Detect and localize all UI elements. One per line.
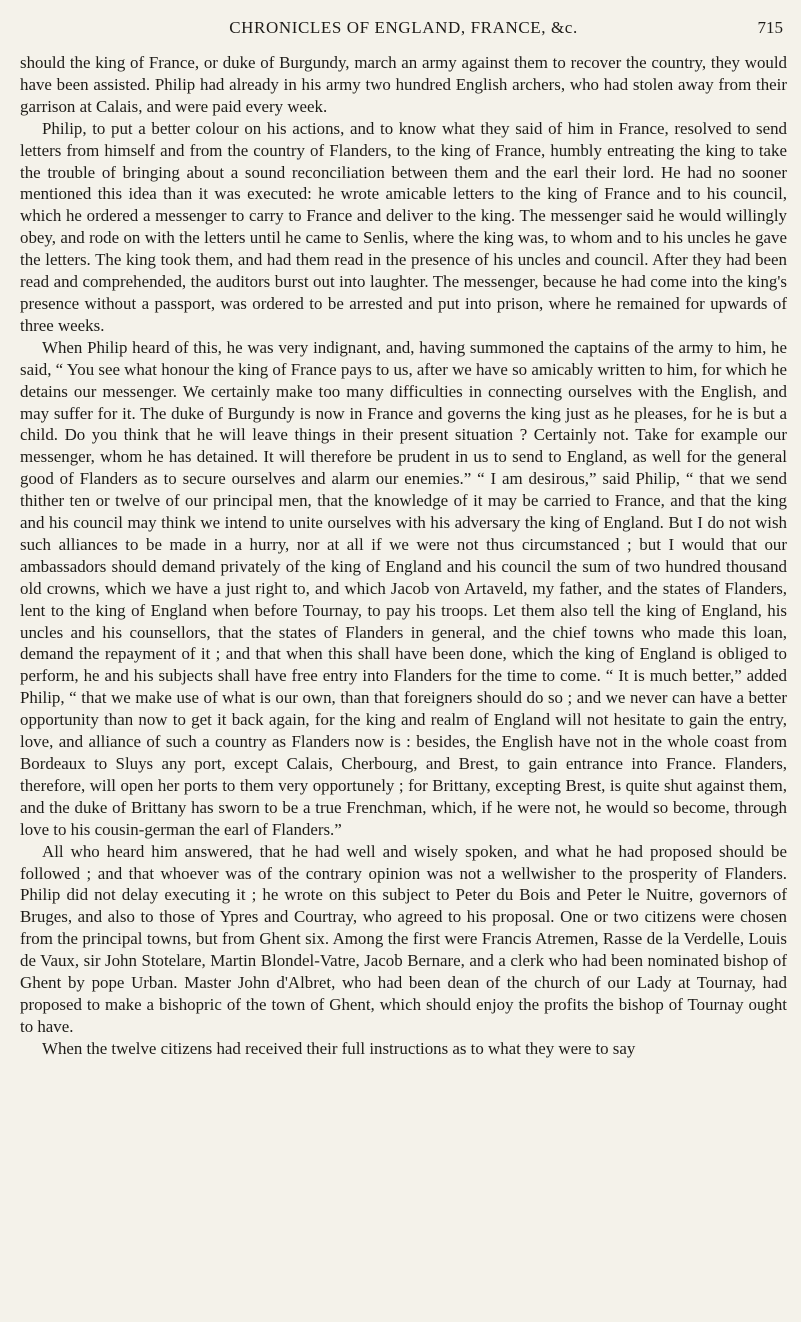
paragraph: All who heard him answered, that he had well and wisely spoken, and what he had proposed should be followed ; and that whoever was of the contrary opinion was not a wellwisher to the prosperity of Flanders. Philip did not delay executing it ; he wrote on this subject to Peter du Bois and Peter le Nuitre, governors of Bruges, and also to those of Ypres and Courtray, who agreed to his proposal. One or two citizens were chosen from the principal towns, but from Ghent six. Among the first were Francis Atremen, Rasse de la Verdelle, Louis de Vaux, sir John Stotelare, Martin Blondel-Vatre, Jacob Bernare, and a clerk who had been nominated bishop of Ghent by pope Urban. Master John d'Albret, who had been dean of the church of our Lady at Tournay, had proposed to make a bishopric of the town of Ghent, which should enjoy the profits the bishop of Tournay ought to have. xyxy=(20,841,787,1036)
paragraph: Philip, to put a better colour on his actions, and to know what they said of him in France, resolved to send letters from himself and from the country of Flanders, to the king of France, humbly entreating the king to take the trouble of bringing about a sound reconciliation between them and the earl their lord. He had no sooner mentioned this idea than it was executed: he wrote amicable letters to the king of France and to his council, which he ordered a messenger to carry to France and deliver to the king. The messenger said he would willingly obey, and rode on with the letters until he came to Senlis, where the king was, to whom and to his uncles he gave the letters. The king took them, and had them read in the presence of his uncles and council. After they had been read and comprehended, the auditors burst out into laughter. The messenger, because he had come into the king's presence without a passport, was ordered to be arrested and put into prison, where he remained for upwards of three weeks. xyxy=(20,118,787,335)
paragraph: When Philip heard of this, he was very indignant, and, having summoned the captains of the army to him, he said, “ You see what honour the king of France pays to us, after we have so amicably written to him, for which he detains our messenger. We certainly make too many difficulties in connecting ourselves with the English, and may suffer for it. The duke of Burgundy is now in France and governs the king just as he pleases, for he is but a child. Do you think that he will leave things in their present situation ? Certainly not. Take for example our messenger, whom he has detained. It will therefore be prudent in us to send to England, as well for the general good of Flanders as to secure ourselves and alarm our enemies.” “ I am desirous,” said Philip, “ that we send thither ten or twelve of our principal men, that the knowledge of it may be carried to France, and that the king and his council may think we intend to unite ourselves with his adversary the king of England. But I do not wish such alliances to be made in a hurry, nor at all if we were not thus circumstanced ; but I would that our ambassadors should demand privately of the king of England and his council the sum of two hundred thousand old crowns, which we have a just right to, and which Jacob von Artaveld, my father, and the states of Flanders, lent to the king of England when before Tournay, to pay his troops. Let them also tell the king of England, his uncles and his counsellors, that the states of Flanders in general, and the chief towns who made this loan, demand the repayment of it ; and that when this shall have been done, which the king of England is obliged to perform, he and his subjects shall have free entry into Flanders for the time to come. “ It is much better,” added Philip, “ that we make use of what is our own, than that foreigners should do so ; and we never can have a better opportunity than now to get it back again, for the king and realm of England will not hesitate to gain the entry, love, and alliance of such a country as Flanders now is : besides, the English have not in the whole coast from Bordeaux to Sluys any port, except Calais, Cherbourg, and Brest, to gain entrance into France. Flanders, therefore, will open her ports to them very opportunely ; for Brittany, excepting Brest, is quite shut against them, and the duke of Brittany has sworn to be a true Frenchman, which, if he were not, he would so become, through love to his cousin-german the earl of Flanders.” xyxy=(20,337,787,839)
paragraph: should the king of France, or duke of Burgundy, march an army against them to recover the country, they would have been assisted. Philip had already in his army two hundred English archers, who had stolen away from their garrison at Calais, and were paid every week. xyxy=(20,53,787,116)
running-title: CHRONICLES OF ENGLAND, FRANCE, &c. xyxy=(229,18,578,37)
page-number: 715 xyxy=(757,18,783,37)
running-header xyxy=(20,18,787,48)
paragraph: When the twelve citizens had received their full instructions as to what they were to say xyxy=(42,1038,636,1058)
body-text xyxy=(20,52,787,1060)
